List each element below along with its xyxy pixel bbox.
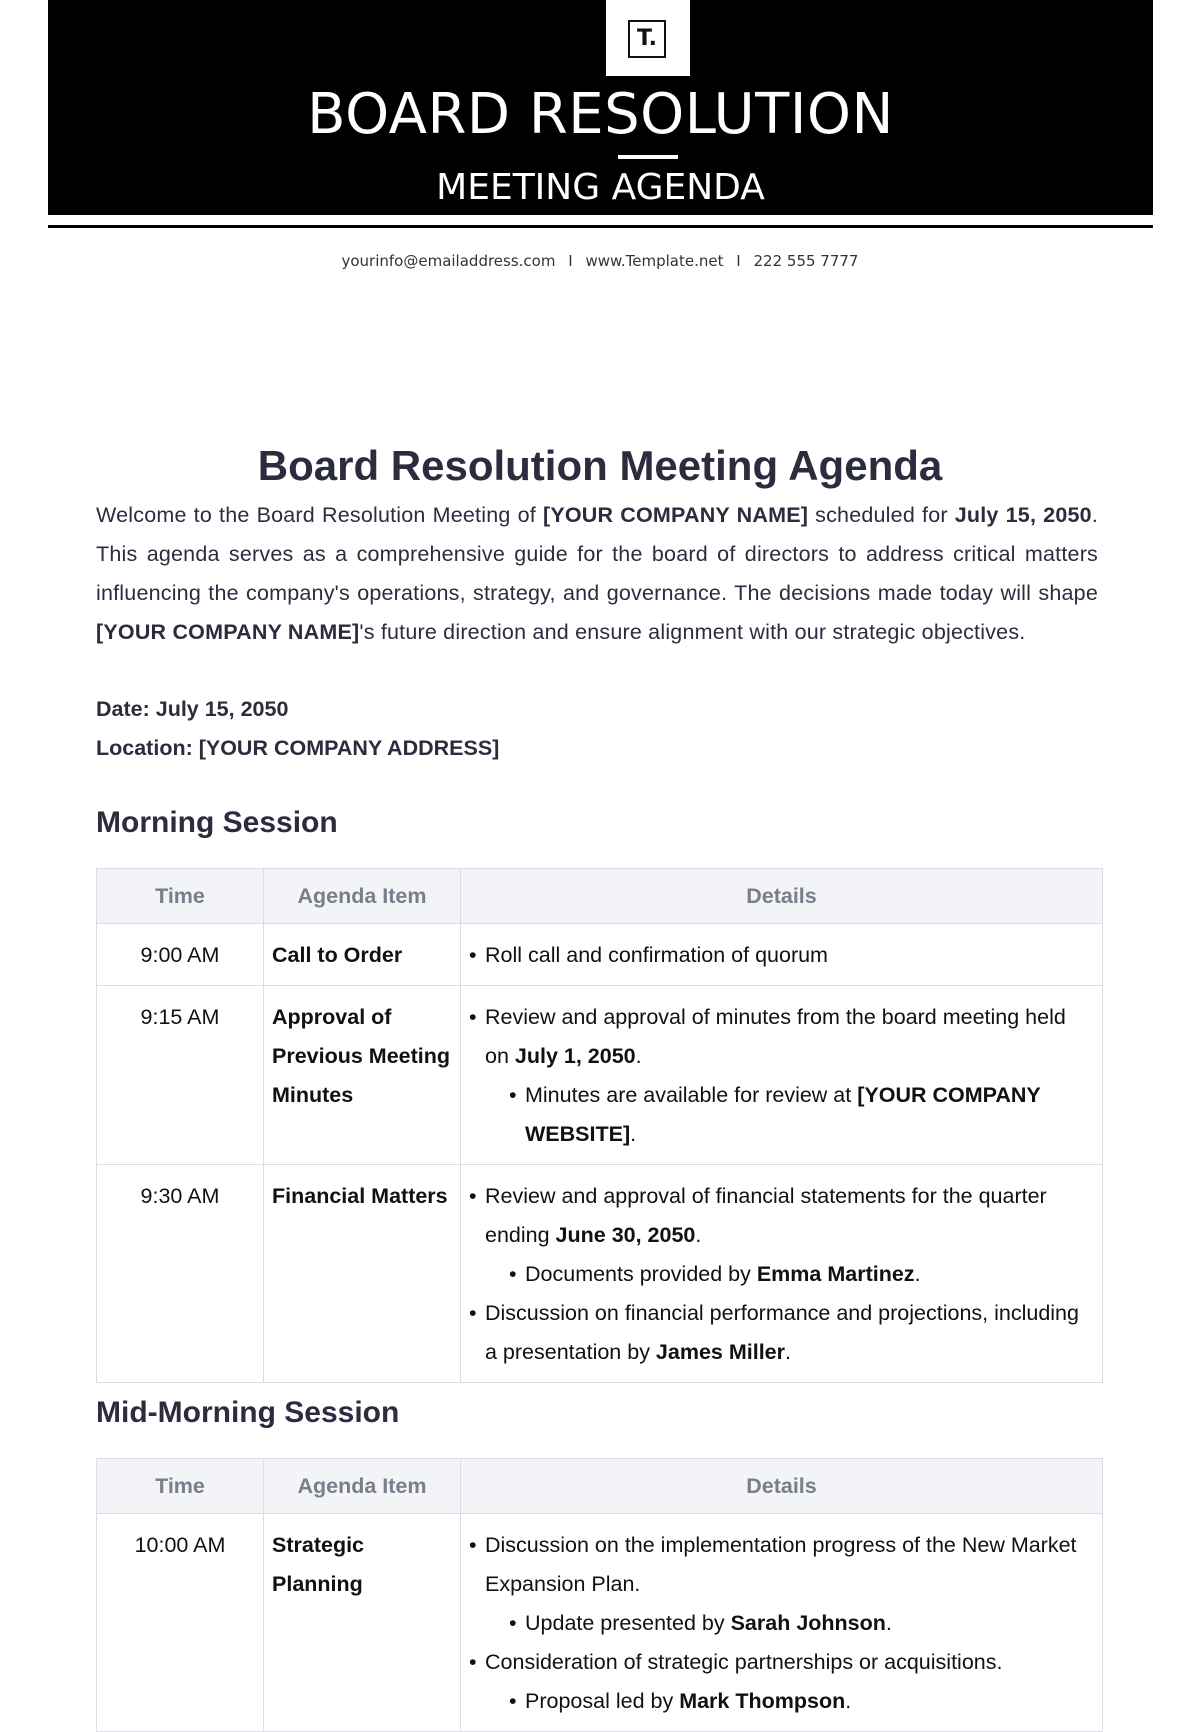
row-details	[461, 924, 1103, 986]
detail-text: .	[914, 1262, 921, 1286]
detail-text: Review and approval of minutes from the board meeting held on	[485, 1005, 1066, 1068]
banner-divider	[618, 155, 678, 159]
detail-bullet	[469, 1177, 1094, 1294]
detail-emphasis: Sarah Johnson	[730, 1611, 886, 1635]
table-header-row	[97, 1459, 1103, 1514]
detail-text: Review and approval of financial statements for the quarter ending	[485, 1184, 1047, 1247]
location-line: Location: [YOUR COMPANY ADDRESS]	[96, 736, 500, 760]
contact-email: yourinfo@emailaddress.com	[341, 252, 556, 270]
row-item: Call to Order	[264, 924, 461, 986]
detail-text: Minutes are available for review at	[525, 1083, 858, 1107]
detail-text: .	[635, 1044, 642, 1068]
intro-text: . This agenda serves as a comprehensive guide for the board of directors to address critical matters influencing the company's operations, strategy, and governance. The decisions made today will shape	[96, 503, 1098, 605]
row-time: 9:30 AM	[97, 1165, 264, 1383]
row-time: 9:15 AM	[97, 986, 264, 1165]
detail-bullet	[469, 1294, 1094, 1372]
detail-emphasis: James Miller	[655, 1340, 785, 1364]
table-row	[97, 924, 1103, 986]
intro-text: scheduled for	[808, 503, 955, 527]
table-row	[97, 1165, 1103, 1383]
company-name: [YOUR COMPANY NAME]	[96, 620, 360, 644]
column-header-item: Agenda Item	[264, 869, 461, 924]
detail-bullet	[469, 998, 1094, 1154]
morning-agenda-table	[96, 868, 1103, 1383]
detail-bullet	[469, 936, 1094, 975]
meeting-date: July 15, 2050	[954, 503, 1092, 527]
intro-paragraph	[96, 496, 1098, 652]
column-header-details: Details	[461, 1459, 1103, 1514]
intro-text: Welcome to the Board Resolution Meeting of	[96, 503, 543, 527]
header-banner	[48, 0, 1153, 215]
document-title: Board Resolution Meeting Agenda	[257, 442, 943, 489]
sub-bullet	[509, 1682, 1094, 1721]
detail-emphasis: July 1, 2050	[514, 1044, 636, 1068]
logo	[606, 0, 690, 76]
contact-phone: 222 555 7777	[753, 252, 859, 270]
detail-bullet	[469, 1643, 1094, 1721]
detail-text: Update presented by	[525, 1611, 731, 1635]
banner-subtitle: MEETING AGENDA	[436, 167, 765, 208]
detail-emphasis: Mark Thompson	[679, 1689, 846, 1713]
detail-emphasis: [YOUR COMPANY WEBSITE]	[525, 1083, 1041, 1146]
row-details	[461, 1514, 1103, 1732]
contact-separator: I	[736, 252, 741, 270]
detail-text: .	[695, 1223, 702, 1247]
detail-text: Roll call and confirmation of quorum	[485, 943, 828, 967]
date-line: Date: July 15, 2050	[96, 697, 289, 721]
header-rule	[48, 225, 1153, 228]
column-header-details: Details	[461, 869, 1103, 924]
mid-morning-agenda-table	[96, 1458, 1103, 1732]
detail-text: Documents provided by	[525, 1262, 757, 1286]
detail-emphasis: June 30, 2050	[555, 1223, 696, 1247]
contact-line	[0, 252, 1200, 270]
detail-bullet	[469, 1526, 1094, 1643]
row-time: 9:00 AM	[97, 924, 264, 986]
contact-website: www.Template.net	[585, 252, 724, 270]
detail-text: Discussion on the implementation progress of the New Market Expansion Plan.	[485, 1533, 1077, 1596]
column-header-time: Time	[97, 1459, 264, 1514]
detail-text: Proposal led by	[525, 1689, 680, 1713]
row-details	[461, 986, 1103, 1165]
row-details	[461, 1165, 1103, 1383]
table-row	[97, 986, 1103, 1165]
intro-text: 's future direction and ensure alignment with our strategic objectives.	[359, 620, 1026, 644]
contact-separator: I	[568, 252, 573, 270]
detail-text: Discussion on financial performance and projections, including a presentation by	[485, 1301, 1079, 1364]
sub-bullet	[509, 1604, 1094, 1643]
column-header-time: Time	[97, 869, 264, 924]
section-title-mid-morning: Mid-Morning Session	[96, 1396, 400, 1429]
banner-title: BOARD RESOLUTION	[307, 82, 894, 147]
row-item: Strategic Planning	[264, 1514, 461, 1732]
row-time: 10:00 AM	[97, 1514, 264, 1732]
table-header-row	[97, 869, 1103, 924]
logo-mark: T.	[628, 20, 666, 58]
row-item: Approval of Previous Meeting Minutes	[264, 986, 461, 1165]
company-name: [YOUR COMPANY NAME]	[542, 503, 809, 527]
detail-text: .	[885, 1611, 892, 1635]
table-row	[97, 1514, 1103, 1732]
detail-text: .	[845, 1689, 852, 1713]
detail-text: Consideration of strategic partnerships or acquisitions.	[485, 1650, 1003, 1674]
column-header-item: Agenda Item	[264, 1459, 461, 1514]
detail-emphasis: Emma Martinez	[756, 1262, 915, 1286]
detail-text: .	[630, 1122, 637, 1146]
row-item: Financial Matters	[264, 1165, 461, 1383]
section-title-morning: Morning Session	[96, 806, 338, 839]
detail-text: .	[785, 1340, 791, 1364]
sub-bullet	[509, 1076, 1094, 1154]
sub-bullet	[509, 1255, 1094, 1294]
